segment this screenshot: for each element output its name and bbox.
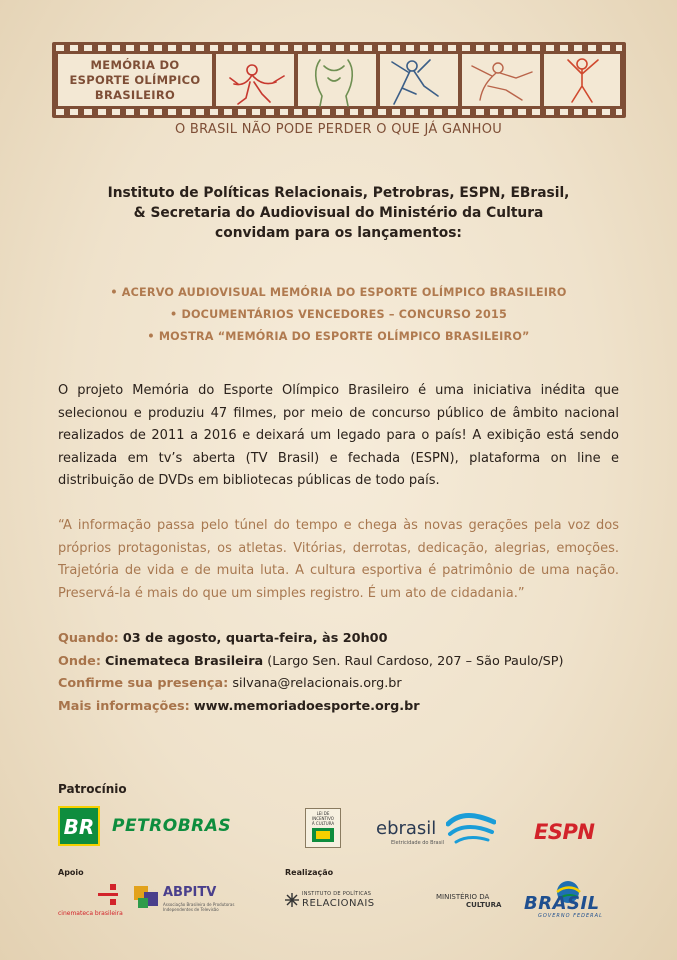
athlete-illustrations xyxy=(52,42,626,118)
film-strip-header xyxy=(52,42,626,118)
when-value: 03 de agosto, quarta-feira, às 20h00 xyxy=(122,631,388,646)
brasil-name: BRASIL xyxy=(524,893,600,914)
petrobras-br-mark: BR xyxy=(63,815,95,839)
lei-incentivo-logo xyxy=(305,808,341,848)
ebrasil-name: ebrasil xyxy=(376,818,437,839)
launch-item: • DOCUMENTÁRIOS VENCEDORES – CONCURSO 2015 xyxy=(170,308,507,321)
sponsors-heading: Patrocínio xyxy=(58,782,127,796)
support-heading: Apoio xyxy=(58,868,84,877)
invite-line-3: convidam para os lançamentos: xyxy=(215,225,462,241)
cinemateca-name: cinemateca brasileira xyxy=(58,910,123,917)
more-info-url[interactable]: www.memoriadoesporte.org.br xyxy=(193,698,420,714)
event-when xyxy=(58,628,638,651)
brasil-subtitle: GOVERNO FEDERAL xyxy=(538,913,603,919)
header-title-line-2: ESPORTE OLÍMPICO xyxy=(69,72,201,87)
launch-item: • MOSTRA “MEMÓRIA DO ESPORTE OLÍMPICO BRASILEIRO” xyxy=(147,330,530,343)
abpitv-name: ABPITV xyxy=(163,885,217,900)
lei-line-1: LEI DE xyxy=(316,811,330,816)
project-description: O projeto Memória do Esporte Olímpico Brasileiro é uma iniciativa inédita que selecionou e produziu 47 filmes, por meio de concurso público de âmbito nacional realizados de 2011 a 2016 e deixará um legado para o país! A exibição está sendo realizada em tv’s aberta (TV Brasil) e fechada (ESPN), plataforma on line e distribuição de DVDs em bibliotecas públicas de todo país. xyxy=(58,383,619,489)
lei-line-2: INCENTIVO xyxy=(312,816,334,821)
abpitv-sub-line-1: Associação Brasileira de Produtoras xyxy=(163,902,235,907)
rsvp-label: Confirme sua presença: xyxy=(58,676,229,692)
where-venue: Cinemateca Brasileira xyxy=(105,653,264,669)
cinemateca-logo-icon xyxy=(92,882,122,912)
event-where xyxy=(58,651,638,674)
petrobras-br-logo xyxy=(58,806,100,846)
tagline: O BRASIL NÃO PODE PERDER O QUE JÁ GANHOU xyxy=(174,122,503,137)
event-rsvp xyxy=(58,673,638,696)
lei-line-3: À CULTURA xyxy=(311,821,335,826)
header-title-line-3: BRASILEIRO xyxy=(94,87,176,102)
invite-line-1: Instituto de Políticas Relacionais, Petrobras, ESPN, EBrasil, xyxy=(107,185,570,201)
ipr-name-bottom: RELACIONAIS xyxy=(302,898,375,909)
abpitv-subtitle xyxy=(163,902,234,912)
when-label: Quando: xyxy=(58,631,119,646)
abpitv-sub-line-2: Independentes de Televisão xyxy=(163,907,219,912)
ipr-star-icon xyxy=(285,892,299,911)
abpitv-logo-icon xyxy=(134,884,162,916)
where-label: Onde: xyxy=(58,653,101,669)
fighter-athlete-icon xyxy=(230,65,284,104)
petrobras-name: PETROBRAS xyxy=(112,816,232,836)
event-info xyxy=(58,628,638,718)
ebrasil-subtitle: Eletricidade do Brasil xyxy=(391,840,445,846)
project-quote: “A informação passa pelo túnel do tempo e chega às novas gerações pela voz dos próprios protagonistas, os atletas. Vitórias, derrotas, dedicação, alegrias, emoções. Trajetória de vida e de muita luta. A cultura esportiva é patrimônio de uma nação. Preservá-la é mais do que um simples registro. É um ato de cidadania.” xyxy=(58,518,619,601)
launch-item: • ACERVO AUDIOVISUAL MEMÓRIA DO ESPORTE OLÍMPICO BRASILEIRO xyxy=(110,286,567,299)
realization-heading: Realização xyxy=(285,868,334,877)
rsvp-email[interactable]: silvana@relacionais.org.br xyxy=(232,676,402,692)
where-address: (Largo Sen. Raul Cardoso, 207 – São Paulo/SP) xyxy=(263,653,564,669)
athlete-torso-icon xyxy=(316,60,353,106)
launch-list xyxy=(40,282,637,348)
runner-athlete-icon xyxy=(472,63,532,100)
event-more-info xyxy=(58,696,638,719)
minc-name-top: MINISTÉRIO DA xyxy=(436,893,490,901)
header-title-line-1: MEMÓRIA DO xyxy=(90,57,180,72)
gymnast-athlete-icon xyxy=(392,60,438,104)
ipr-name-top: INSTITUTO DE POLÍTICAS xyxy=(302,891,372,897)
invite-line-2: & Secretaria do Audiovisual do Ministério da Cultura xyxy=(133,205,544,221)
lei-flag-icon xyxy=(312,828,334,842)
more-info-label: Mais informações: xyxy=(58,698,190,714)
minc-name-bottom: CULTURA xyxy=(466,901,502,909)
invitation-text xyxy=(40,183,637,243)
jumper-athlete-icon xyxy=(568,59,598,102)
ebrasil-wave-icon xyxy=(446,812,496,848)
espn-logo: ESPN xyxy=(534,820,595,844)
